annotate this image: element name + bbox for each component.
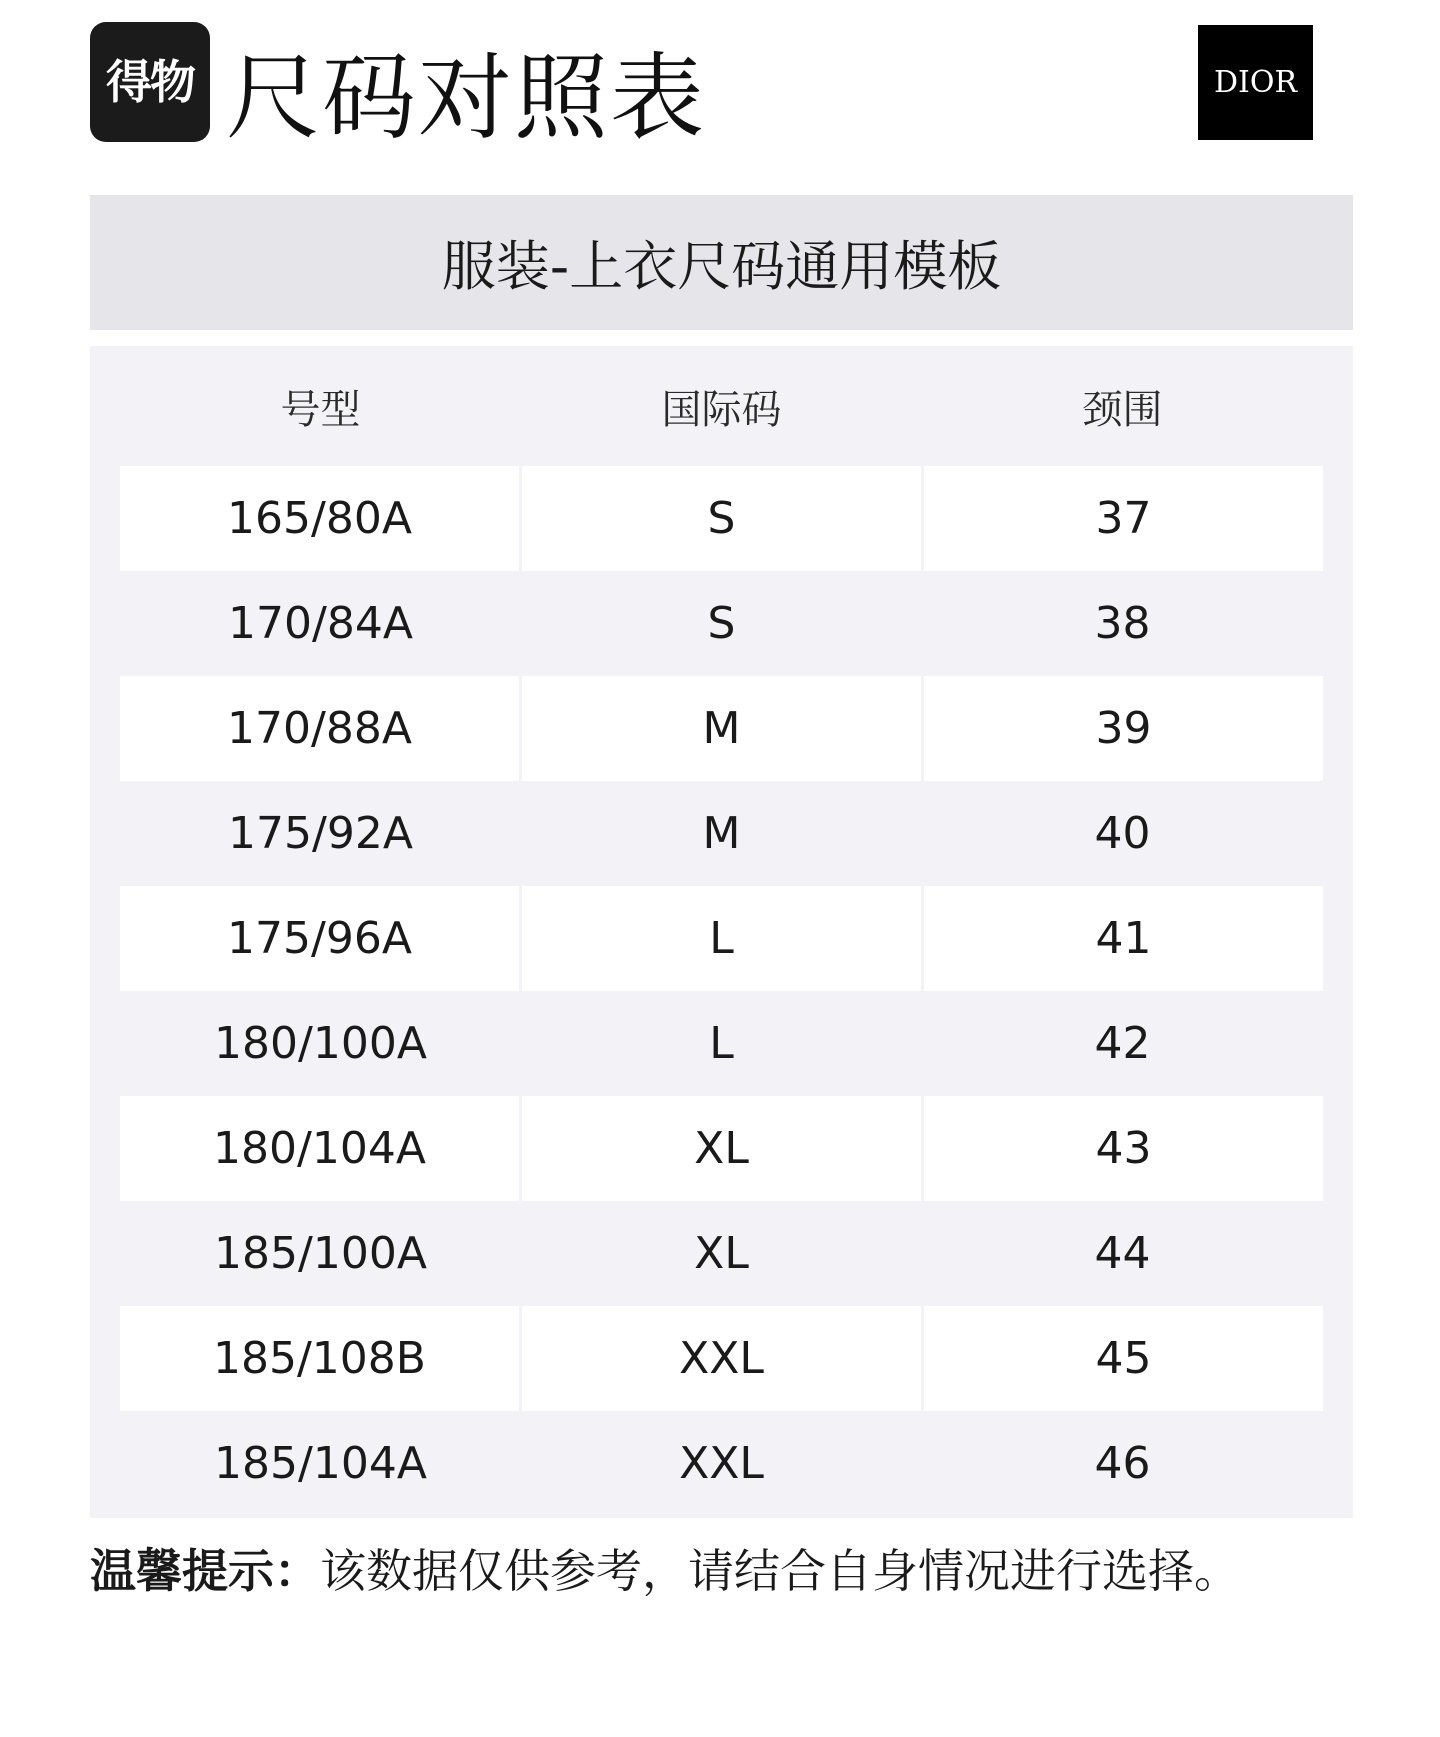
cell-neck: 37 — [921, 466, 1323, 571]
cell-size-type: 185/108B — [120, 1306, 519, 1411]
cell-size-type: 185/100A — [214, 1228, 427, 1279]
cell-international-size: M — [702, 808, 741, 859]
table-row — [120, 781, 1323, 886]
cell-size-type: 175/96A — [120, 886, 519, 991]
cell-size-type: 175/92A — [228, 808, 413, 859]
cell-neck: 42 — [1094, 1018, 1151, 1069]
size-table — [90, 346, 1353, 1518]
cell-international-size: XL — [519, 1096, 921, 1201]
tip-label: 温馨提示： — [90, 1544, 320, 1598]
table-row — [120, 1201, 1323, 1306]
table-row — [120, 991, 1323, 1096]
table-row — [120, 571, 1323, 676]
cell-international-size: XL — [694, 1228, 749, 1279]
cell-neck: 41 — [921, 886, 1323, 991]
cell-international-size: L — [519, 886, 921, 991]
column-header-neck: 颈围 — [1082, 386, 1163, 433]
footer-tip — [90, 1540, 1240, 1602]
column-header-size-type: 号型 — [280, 386, 361, 433]
table-header — [120, 346, 1323, 466]
cell-neck: 40 — [1094, 808, 1151, 859]
cell-size-type: 165/80A — [120, 466, 519, 571]
cell-international-size: XXL — [679, 1438, 764, 1489]
cell-neck: 38 — [1094, 598, 1151, 649]
page-title: 尺码对照表 — [226, 44, 707, 153]
cell-size-type: 180/104A — [120, 1096, 519, 1201]
template-banner — [90, 195, 1353, 330]
cell-international-size: S — [519, 466, 921, 571]
brand-logo — [1198, 25, 1313, 140]
column-header-international-size: 国际码 — [661, 386, 782, 433]
app-logo — [90, 22, 210, 142]
cell-size-type: 185/104A — [214, 1438, 427, 1489]
cell-international-size: S — [707, 598, 736, 649]
template-title: 服装-上衣尺码通用模板 — [441, 235, 1002, 298]
table-row — [120, 886, 1323, 991]
table-body — [120, 466, 1323, 1516]
cell-international-size: M — [519, 676, 921, 781]
table-row — [120, 1096, 1323, 1201]
cell-size-type: 170/84A — [228, 598, 413, 649]
cell-neck: 45 — [921, 1306, 1323, 1411]
table-row — [120, 466, 1323, 571]
cell-neck: 39 — [921, 676, 1323, 781]
cell-size-type: 180/100A — [214, 1018, 427, 1069]
cell-international-size: L — [709, 1018, 734, 1069]
tip-text: 该数据仅供参考，请结合自身情况进行选择。 — [320, 1544, 1240, 1598]
brand-logo-text: DIOR — [1213, 65, 1298, 100]
cell-international-size: XXL — [519, 1306, 921, 1411]
app-logo-text: 得物 — [106, 55, 194, 109]
cell-size-type: 170/88A — [120, 676, 519, 781]
cell-neck: 43 — [921, 1096, 1323, 1201]
table-row — [120, 1306, 1323, 1411]
cell-neck: 46 — [1094, 1438, 1151, 1489]
table-row — [120, 1411, 1323, 1516]
table-row — [120, 676, 1323, 781]
cell-neck: 44 — [1094, 1228, 1151, 1279]
